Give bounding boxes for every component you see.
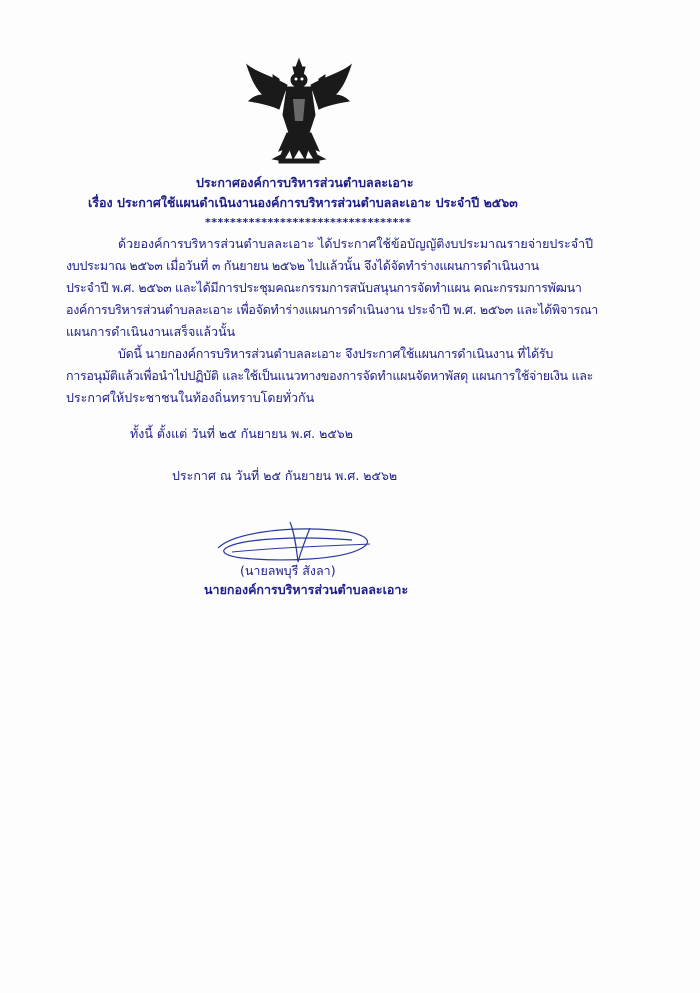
paragraph-1-line-1: ด้วยองค์การบริหารส่วนตำบลละเอาะ ได้ประกาศใช้ข้อบัญญัติงบประมาณรายจ่ายประจำปี	[118, 236, 594, 251]
garuda-emblem-icon	[243, 55, 355, 167]
paragraph-2-line-3: ประกาศให้ประชาชนในท้องถิ่นทราบโดยทั่วกัน	[66, 390, 315, 405]
paragraph-1-line-4: องค์การบริหารส่วนตำบลละเอาะ เพื่อจัดทำร่างแผนการดำเนินงาน ประจำปี พ.ศ. ๒๕๖๓ และได้พิจารณา	[66, 302, 599, 317]
effective-date: ทั้งนี้ ตั้งแต่ วันที่ ๒๕ กันยายน พ.ศ. ๒๕๖๒	[130, 426, 353, 441]
paragraph-1-line-3: ประจำปี พ.ศ. ๒๕๖๓ และได้มีการประชุมคณะกรรมการสนับสนุนการจัดทำแผน คณะกรรมการพัฒนา	[66, 280, 582, 295]
paragraph-1-line-5: แผนการดำเนินงานเสร็จแล้วนั้น	[66, 324, 236, 339]
org-announcement-title: ประกาศองค์การบริหารส่วนตำบลละเอาะ	[196, 175, 414, 190]
signer-position: นายกองค์การบริหารส่วนตำบลละเอาะ	[204, 582, 409, 597]
paragraph-2-line-2: การอนุมัติแล้วเพื่อนำไปปฏิบัติ และใช้เป็นแนวทางของการจัดทำแผนจัดหาพัสดุ แผนการใช้จ่ายเงิน และ	[66, 368, 594, 383]
paragraph-1-line-2: งบประมาณ ๒๕๖๓ เมื่อวันที่ ๓ กันยายน ๒๕๖๒ ไปแล้วนั้น จึงได้จัดทำร่างแผนการดำเนินงาน	[66, 258, 539, 273]
divider-line: *********************************	[205, 216, 412, 229]
signer-name: (นายลพบุรี สังลา)	[240, 563, 336, 578]
handwritten-signature-icon	[212, 518, 382, 568]
paragraph-2-line-1: บัดนี้ นายกองค์การบริหารส่วนตำบลละเอาะ จึงประกาศใช้แผนการดำเนินงาน ที่ได้รับ	[118, 346, 553, 361]
announcement-date: ประกาศ ณ วันที่ ๒๕ กันยายน พ.ศ. ๒๕๖๒	[172, 468, 398, 483]
subject-line: เรื่อง ประกาศใช้แผนดำเนินงานองค์การบริหารส่วนตำบลละเอาะ ประจำปี ๒๕๖๓	[88, 195, 518, 210]
